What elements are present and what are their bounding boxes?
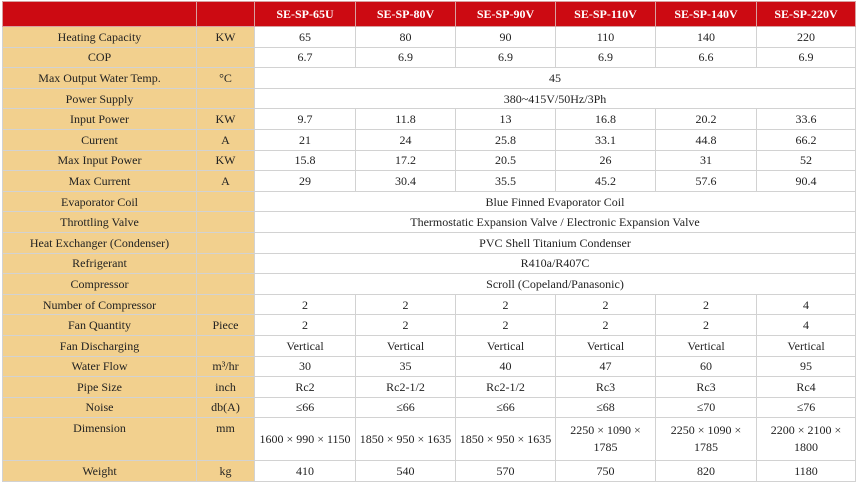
row-unit: Piece xyxy=(197,315,255,336)
row-unit: inch xyxy=(197,377,255,398)
row-label: Water Flow xyxy=(3,356,197,377)
value-cell: 2250 × 1090 × 1785 xyxy=(556,418,656,461)
value-cell: 44.8 xyxy=(656,129,757,150)
value-cell: 17.2 xyxy=(356,150,456,171)
spec-row xyxy=(3,253,856,274)
spec-row xyxy=(3,294,856,315)
row-label: Weight xyxy=(3,461,197,482)
value-cell: 2 xyxy=(255,315,356,336)
value-cell: Rc2 xyxy=(255,377,356,398)
value-cell: 9.7 xyxy=(255,109,356,130)
header-blank-cell xyxy=(3,2,197,27)
row-unit: °C xyxy=(197,68,255,89)
value-cell: 90.4 xyxy=(757,171,856,192)
row-label: Power Supply xyxy=(3,88,197,109)
merged-value-cell: Scroll (Copeland/Panasonic) xyxy=(255,274,856,295)
model-header: SE-SP-110V xyxy=(556,2,656,27)
value-cell: 65 xyxy=(255,27,356,48)
row-unit xyxy=(197,88,255,109)
value-cell: 6.6 xyxy=(656,47,757,68)
spec-row xyxy=(3,212,856,233)
spec-row xyxy=(3,274,856,295)
spec-row xyxy=(3,315,856,336)
model-header: SE-SP-65U xyxy=(255,2,356,27)
value-cell: 2250 × 1090 × 1785 xyxy=(656,418,757,461)
value-cell: 570 xyxy=(456,461,556,482)
value-cell: 2200 × 2100 × 1800 xyxy=(757,418,856,461)
row-unit: KW xyxy=(197,150,255,171)
value-cell: 47 xyxy=(556,356,656,377)
value-cell: Rc4 xyxy=(757,377,856,398)
row-label: Pipe Size xyxy=(3,377,197,398)
row-unit: KW xyxy=(197,109,255,130)
value-cell: 6.7 xyxy=(255,47,356,68)
value-cell: 2 xyxy=(656,315,757,336)
row-label: Evaporator Coil xyxy=(3,191,197,212)
value-cell: 90 xyxy=(456,27,556,48)
row-unit xyxy=(197,253,255,274)
spec-row xyxy=(3,191,856,212)
value-cell: 4 xyxy=(757,294,856,315)
spec-row xyxy=(3,377,856,398)
value-cell: 1600 × 990 × 1150 xyxy=(255,418,356,461)
header-row xyxy=(3,2,856,27)
value-cell: ≤70 xyxy=(656,397,757,418)
model-header: SE-SP-80V xyxy=(356,2,456,27)
value-cell: 2 xyxy=(456,294,556,315)
value-cell: ≤66 xyxy=(456,397,556,418)
spec-row xyxy=(3,88,856,109)
value-cell: 52 xyxy=(757,150,856,171)
row-unit: kg xyxy=(197,461,255,482)
value-cell: 4 xyxy=(757,315,856,336)
value-cell: Vertical xyxy=(356,335,456,356)
value-cell: 2 xyxy=(356,294,456,315)
value-cell: 11.8 xyxy=(356,109,456,130)
row-unit: A xyxy=(197,129,255,150)
row-label: Refrigerant xyxy=(3,253,197,274)
value-cell: 40 xyxy=(456,356,556,377)
value-cell: 6.9 xyxy=(356,47,456,68)
spec-table xyxy=(2,1,856,482)
row-unit: A xyxy=(197,171,255,192)
spec-row xyxy=(3,418,856,461)
value-cell: 26 xyxy=(556,150,656,171)
row-label: Max Current xyxy=(3,171,197,192)
value-cell: ≤68 xyxy=(556,397,656,418)
spec-row xyxy=(3,461,856,482)
model-header: SE-SP-140V xyxy=(656,2,757,27)
value-cell: 21 xyxy=(255,129,356,150)
row-unit: KW xyxy=(197,27,255,48)
value-cell: 20.5 xyxy=(456,150,556,171)
value-cell: 20.2 xyxy=(656,109,757,130)
value-cell: ≤66 xyxy=(356,397,456,418)
row-label: Fan Quantity xyxy=(3,315,197,336)
value-cell: 80 xyxy=(356,27,456,48)
value-cell: 2 xyxy=(255,294,356,315)
merged-value-cell: R410a/R407C xyxy=(255,253,856,274)
value-cell: 66.2 xyxy=(757,129,856,150)
row-unit xyxy=(197,191,255,212)
row-label: Heat Exchanger (Condenser) xyxy=(3,232,197,253)
value-cell: 45.2 xyxy=(556,171,656,192)
row-label: COP xyxy=(3,47,197,68)
row-unit xyxy=(197,294,255,315)
row-unit: mm xyxy=(197,418,255,461)
value-cell: 1180 xyxy=(757,461,856,482)
value-cell: 220 xyxy=(757,27,856,48)
row-unit: m³/hr xyxy=(197,356,255,377)
spec-row xyxy=(3,397,856,418)
value-cell: 2 xyxy=(556,294,656,315)
model-header: SE-SP-220V xyxy=(757,2,856,27)
value-cell: 57.6 xyxy=(656,171,757,192)
row-label: Current xyxy=(3,129,197,150)
merged-value-cell: PVC Shell Titanium Condenser xyxy=(255,232,856,253)
value-cell: 60 xyxy=(656,356,757,377)
value-cell: 16.8 xyxy=(556,109,656,130)
value-cell: 1850 × 950 × 1635 xyxy=(356,418,456,461)
row-label: Compressor xyxy=(3,274,197,295)
spec-row xyxy=(3,68,856,89)
value-cell: Rc2-1/2 xyxy=(456,377,556,398)
value-cell: 95 xyxy=(757,356,856,377)
row-unit xyxy=(197,47,255,68)
spec-row xyxy=(3,356,856,377)
value-cell: 410 xyxy=(255,461,356,482)
row-unit xyxy=(197,335,255,356)
value-cell: 2 xyxy=(556,315,656,336)
value-cell: 13 xyxy=(456,109,556,130)
header-unit-cell xyxy=(197,2,255,27)
value-cell: Rc3 xyxy=(656,377,757,398)
value-cell: 1850 × 950 × 1635 xyxy=(456,418,556,461)
merged-value-cell: 380~415V/50Hz/3Ph xyxy=(255,88,856,109)
row-label: Max Input Power xyxy=(3,150,197,171)
row-label: Noise xyxy=(3,397,197,418)
value-cell: 33.6 xyxy=(757,109,856,130)
spec-row xyxy=(3,232,856,253)
value-cell: Vertical xyxy=(556,335,656,356)
value-cell: 2 xyxy=(356,315,456,336)
value-cell: 33.1 xyxy=(556,129,656,150)
row-unit: db(A) xyxy=(197,397,255,418)
row-label: Heating Capacity xyxy=(3,27,197,48)
spec-row xyxy=(3,335,856,356)
value-cell: ≤66 xyxy=(255,397,356,418)
value-cell: Vertical xyxy=(656,335,757,356)
value-cell: Vertical xyxy=(757,335,856,356)
row-label: Max Output Water Temp. xyxy=(3,68,197,89)
spec-table-body xyxy=(3,27,856,482)
value-cell: 24 xyxy=(356,129,456,150)
spec-row xyxy=(3,129,856,150)
value-cell: 25.8 xyxy=(456,129,556,150)
value-cell: Rc3 xyxy=(556,377,656,398)
value-cell: 2 xyxy=(656,294,757,315)
row-label: Fan Discharging xyxy=(3,335,197,356)
spec-row xyxy=(3,109,856,130)
value-cell: 820 xyxy=(656,461,757,482)
value-cell: 30.4 xyxy=(356,171,456,192)
value-cell: Rc2-1/2 xyxy=(356,377,456,398)
spec-row xyxy=(3,150,856,171)
value-cell: Vertical xyxy=(255,335,356,356)
value-cell: 6.9 xyxy=(456,47,556,68)
value-cell: 6.9 xyxy=(757,47,856,68)
model-header: SE-SP-90V xyxy=(456,2,556,27)
value-cell: 15.8 xyxy=(255,150,356,171)
value-cell: ≤76 xyxy=(757,397,856,418)
row-label: Dimension xyxy=(3,418,197,461)
row-label: Throttling Valve xyxy=(3,212,197,233)
value-cell: 140 xyxy=(656,27,757,48)
value-cell: 540 xyxy=(356,461,456,482)
row-label: Number of Compressor xyxy=(3,294,197,315)
merged-value-cell: 45 xyxy=(255,68,856,89)
spec-row xyxy=(3,27,856,48)
merged-value-cell: Thermostatic Expansion Valve / Electronic Expansion Valve xyxy=(255,212,856,233)
value-cell: 31 xyxy=(656,150,757,171)
value-cell: 110 xyxy=(556,27,656,48)
row-label: Input Power xyxy=(3,109,197,130)
row-unit xyxy=(197,274,255,295)
value-cell: 2 xyxy=(456,315,556,336)
value-cell: Vertical xyxy=(456,335,556,356)
spec-row xyxy=(3,171,856,192)
row-unit xyxy=(197,212,255,233)
value-cell: 6.9 xyxy=(556,47,656,68)
value-cell: 35.5 xyxy=(456,171,556,192)
merged-value-cell: Blue Finned Evaporator Coil xyxy=(255,191,856,212)
value-cell: 29 xyxy=(255,171,356,192)
value-cell: 750 xyxy=(556,461,656,482)
value-cell: 35 xyxy=(356,356,456,377)
spec-row xyxy=(3,47,856,68)
value-cell: 30 xyxy=(255,356,356,377)
row-unit xyxy=(197,232,255,253)
